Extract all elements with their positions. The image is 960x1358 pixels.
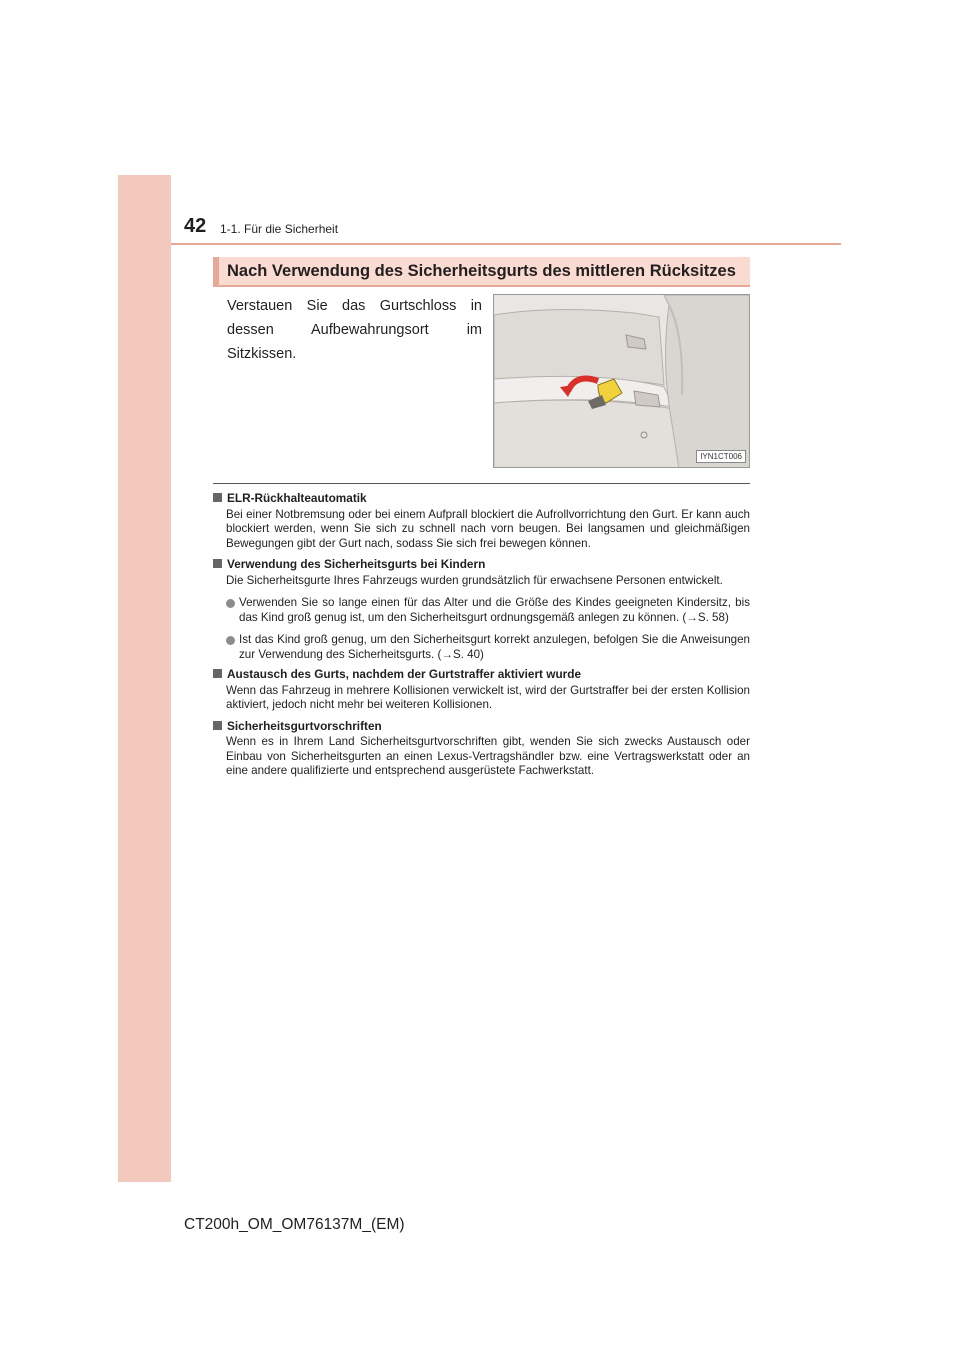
note-title: ELR-Rückhalteautomatik — [227, 491, 367, 505]
header-rule — [171, 243, 841, 245]
list-item-text: Ist das Kind groß genug, um den Sicherheitsgurt korrekt anzulegen, befolgen Sie die Anweisungen zur Verwendung des Sicherheitsgurts. (→S. 40) — [239, 633, 750, 661]
note-title: Austausch des Gurts, nachdem der Gurtstraffer aktiviert wurde — [227, 667, 582, 681]
note-text: Die Sicherheitsgurte Ihres Fahrzeugs wurden grundsätzlich für erwachsene Personen entwickelt. — [226, 573, 723, 587]
section-heading-bar — [213, 257, 750, 287]
note-text: Bei einer Notbremsung oder bei einem Aufprall blockiert die Aufrollvorrichtung den Gurt. Er kann auch blockiert werden, wenn Sie sich zu schnell nach vorn beugen. Bei langsamen und gleichmäßigen Bewegungen gibt der Gurt nach, sodass Sie sich frei bewegen können. — [226, 507, 750, 550]
note-title: Verwendung des Sicherheitsgurts bei Kindern — [227, 557, 486, 571]
list-item — [226, 633, 750, 662]
square-bullet-icon — [213, 721, 222, 730]
note-elr — [213, 491, 750, 551]
round-bullet-icon — [226, 636, 235, 645]
chapter-tab-sidebar — [118, 175, 171, 1182]
rear-seat-drawing — [494, 295, 750, 468]
figure-code: IYN1CT006 — [696, 450, 746, 463]
square-bullet-icon — [213, 493, 222, 502]
square-bullet-icon — [213, 669, 222, 678]
seat-buckle-illustration — [493, 294, 750, 468]
note-text: Wenn das Fahrzeug in mehrere Kollisionen verwickelt ist, wird der Gurtstraffer bei der ersten Kollision aktiviert, jedoch nicht mehr bei weiteren Kollisionen. — [226, 683, 750, 711]
list-item-text: Verwenden Sie so lange einen für das Alter und die Größe des Kindes geeigneten Kindersitz, bis das Kind groß genug ist, um den Sicherheitsgurt ordnungsgemäß anlegen zu können. (→S. 58) — [239, 596, 750, 624]
note-regulations — [213, 719, 750, 779]
note-title: Sicherheitsgurtvorschriften — [227, 718, 382, 733]
note-children — [213, 557, 750, 662]
running-head: 1-1. Für die Sicherheit — [220, 222, 339, 236]
page-number: 42 — [184, 215, 207, 237]
intro-text: Verstauen Sie das Gurtschloss in dessen Aufbewahrungsort im Sitzkissen. — [227, 298, 482, 362]
section-title: Nach Verwendung des Sicherheitsgurts des mittleren Rücksitzes — [227, 262, 736, 280]
round-bullet-icon — [226, 599, 235, 608]
note-text: Wenn es in Ihrem Land Sicherheitsgurtvorschriften gibt, wenden Sie sich zwecks Austausch oder Einbau von Sicherheitsgurten an einen Lexus-Vertragshändler bzw. eine Vertragswerkstatt oder an eine andere qualifizierte und entsprechend ausgerüstete Fachwerkstatt. — [226, 735, 750, 777]
document-code: CT200h_OM_OM76137M_(EM) — [184, 1216, 405, 1233]
square-bullet-icon — [213, 559, 222, 568]
note-pretensioner — [213, 667, 750, 713]
content-divider — [213, 483, 750, 484]
list-item — [226, 596, 750, 625]
notes-body — [213, 491, 750, 785]
